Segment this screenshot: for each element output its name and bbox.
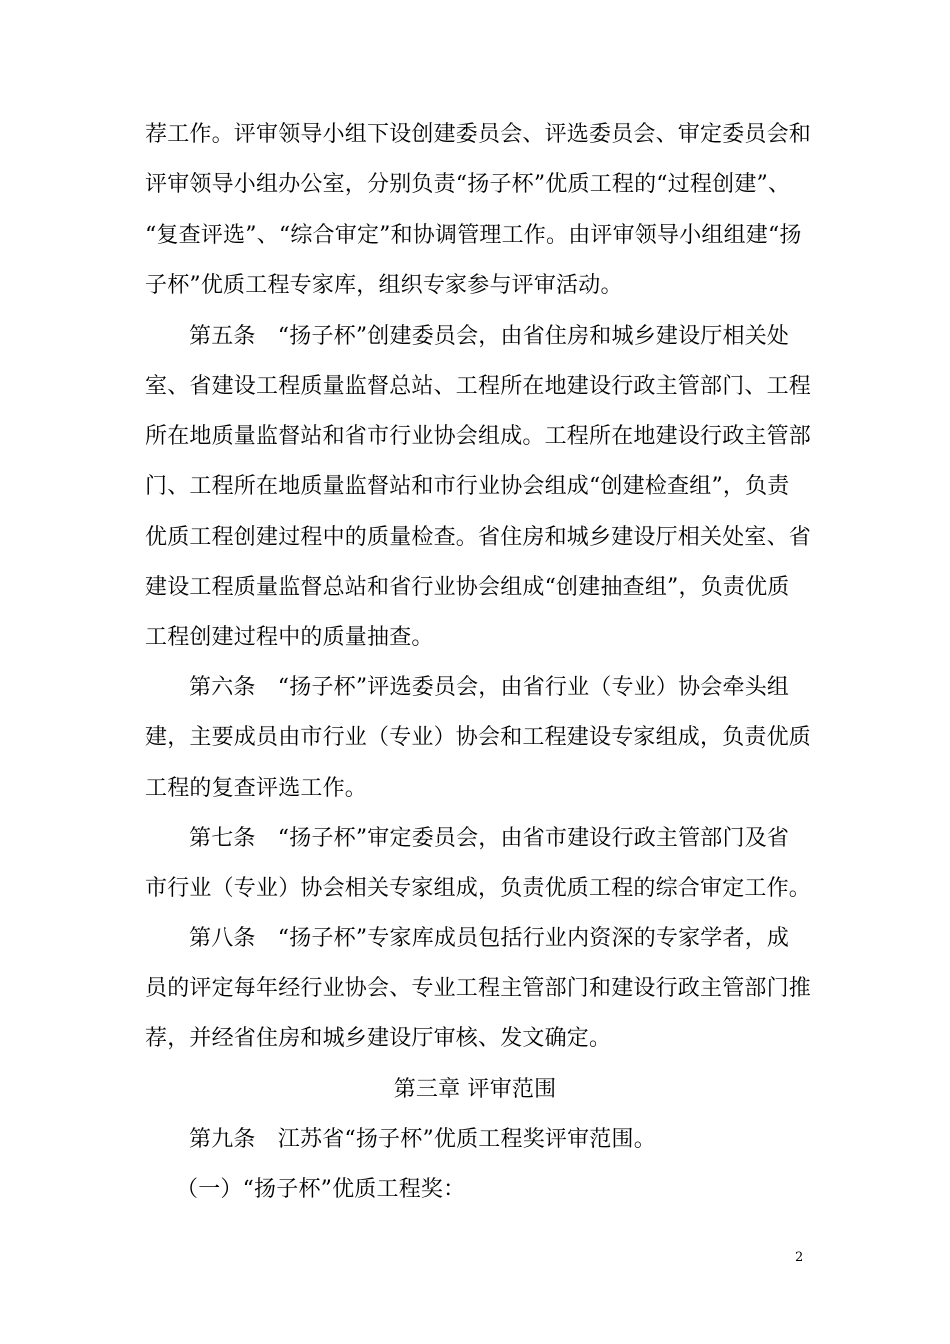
article-8-first-line: 第八条 “扬子杯”专家库成员包括行业内资深的专家学者，成 bbox=[189, 926, 790, 951]
chapter-heading: 第三章 评审范围 bbox=[393, 1077, 557, 1102]
article-6-first-line: 第六条 “扬子杯”评选委员会，由省行业（专业）协会牵头组 bbox=[189, 675, 790, 700]
article-5-first-line: 第五条 “扬子杯”创建委员会，由省住房和城乡建设厅相关处 bbox=[189, 324, 790, 349]
text-line: 荐工作。评审领导小组下设创建委员会、评选委员会、审定委员会和 bbox=[145, 122, 812, 147]
list-item-heading: （一）“扬子杯”优质工程奖： bbox=[176, 1177, 466, 1202]
text-line: 建，主要成员由市行业（专业）协会和工程建设专家组成，负责优质 bbox=[145, 725, 812, 750]
text-line: 工程的复查评选工作。 bbox=[145, 776, 368, 801]
text-line: 员的评定每年经行业协会、专业工程主管部门和建设行政主管部门推 bbox=[145, 976, 812, 1001]
article-9-first-line: 第九条 江苏省“扬子杯”优质工程奖评审范围。 bbox=[189, 1127, 656, 1152]
text-line: 评审领导小组办公室，分别负责“扬子杯”优质工程的“过程创建”、 bbox=[145, 172, 791, 197]
text-line: 荐，并经省住房和城乡建设厅审核、发文确定。 bbox=[145, 1026, 612, 1051]
article-7-first-line: 第七条 “扬子杯”审定委员会，由省市建设行政主管部门及省 bbox=[189, 826, 790, 851]
text-line: 工程创建过程中的质量抽查。 bbox=[145, 625, 434, 650]
text-line: 子杯”优质工程专家库，组织专家参与评审活动。 bbox=[145, 273, 623, 298]
text-line: 市行业（专业）协会相关专家组成，负责优质工程的综合审定工作。 bbox=[145, 876, 812, 901]
text-line: 优质工程创建过程中的质量检查。省住房和城乡建设厅相关处室、省 bbox=[145, 525, 812, 550]
text-line: 建设工程质量监督总站和省行业协会组成“创建抽查组”，负责优质 bbox=[145, 575, 790, 600]
page-number: 2 bbox=[795, 1250, 804, 1265]
text-line: 室、省建设工程质量监督总站、工程所在地建设行政主管部门、工程 bbox=[145, 374, 812, 399]
text-line: 门、工程所在地质量监督站和市行业协会组成“创建检查组”，负责 bbox=[145, 474, 790, 499]
text-line: 所在地质量监督站和省市行业协会组成。工程所在地建设行政主管部 bbox=[145, 424, 812, 449]
text-line: “复查评选”、“综合审定”和协调管理工作。由评审领导小组组建“扬 bbox=[145, 223, 802, 248]
